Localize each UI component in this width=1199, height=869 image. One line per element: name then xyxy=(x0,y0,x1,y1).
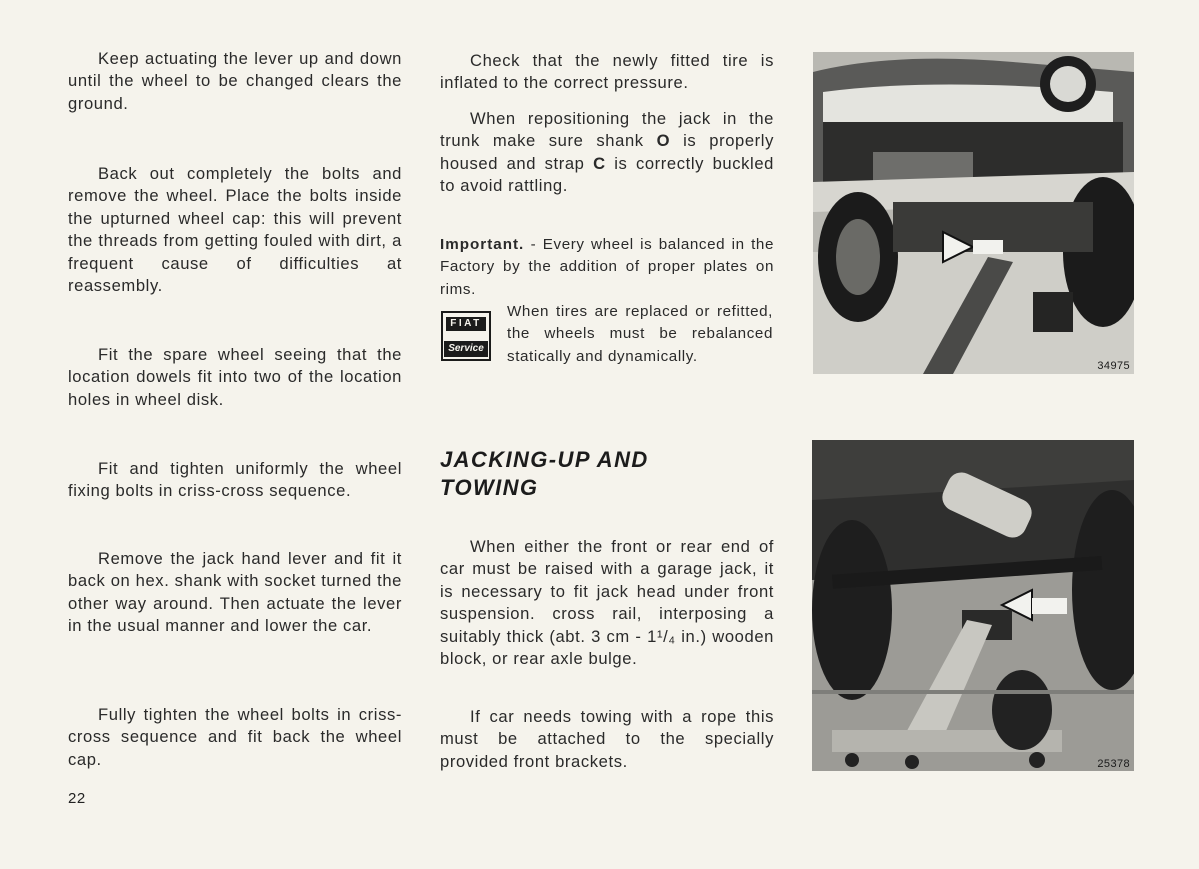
important-note: Important. - Every wheel is balanced in the Factory by the addition of proper plates on rims. xyxy=(440,236,774,298)
paragraph-lower-car: Remove the jack hand lever and fit it back on hex. shank with socket turned the other way around. Then actuate the lever in the usual manner and lower the car. xyxy=(68,549,402,636)
paragraph-towing: If car needs towing with a rope this must be attached to the specially provided front brackets. xyxy=(440,707,774,771)
section-heading: JACKING-UP AND TOWING xyxy=(440,447,649,500)
page-number: 22 xyxy=(68,790,86,807)
service-note: When tires are replaced or refitted, the wheels must be rebalanced statically and dynamically. xyxy=(507,303,773,365)
shank-letter: O xyxy=(656,131,671,151)
rear-car-illustration xyxy=(812,440,1134,771)
paragraph-jacking-up: When either the front or rear end of car must be raised with a garage jack, it is necessary to fit jack head under front suspension. cross rail, interposing a suitably thick (abt. 3 cm - 1¹/₄ in.) wooden block, or rear axle bulge. xyxy=(440,537,774,669)
photo-code-top: 34975 xyxy=(1097,360,1130,372)
front-car-illustration xyxy=(813,52,1134,374)
paragraph-reposition-jack: When repositioning the jack in the trunk make sure shank O is properly housed and strap C is correctly buckled to avoid rattling. xyxy=(440,109,774,196)
paragraph-tighten-bolts: Fit and tighten uniformly the wheel fixing bolts in criss-cross sequence. xyxy=(68,459,402,501)
fiat-service-logo: FIAT Service xyxy=(441,311,491,361)
important-label: Important. xyxy=(440,236,525,253)
paragraph-raise-wheel: Keep actuating the lever up and down until the wheel to be changed clears the ground. xyxy=(68,49,402,113)
paragraph-fit-spare-wheel: Fit the spare wheel seeing that the location dowels fit into two of the location holes in wheel disk. xyxy=(68,345,402,409)
photo-rear-jacking xyxy=(812,440,1134,771)
paragraph-remove-bolts: Back out completely the bolts and remove the wheel. Place the bolts inside the upturned wheel cap: this will prevent the threads from getting fouled with dirt, a frequent cause of difficulties at reassembly. xyxy=(68,164,402,296)
paragraph-fit-wheel-cap: Fully tighten the wheel bolts in criss-cross sequence and fit back the wheel cap. xyxy=(68,705,402,769)
photo-front-jacking xyxy=(813,52,1134,374)
strap-letter: C xyxy=(593,153,606,173)
paragraph-check-pressure: Check that the newly fitted tire is inflated to the correct pressure. xyxy=(440,51,774,93)
photo-code-bottom: 25378 xyxy=(1097,758,1130,770)
